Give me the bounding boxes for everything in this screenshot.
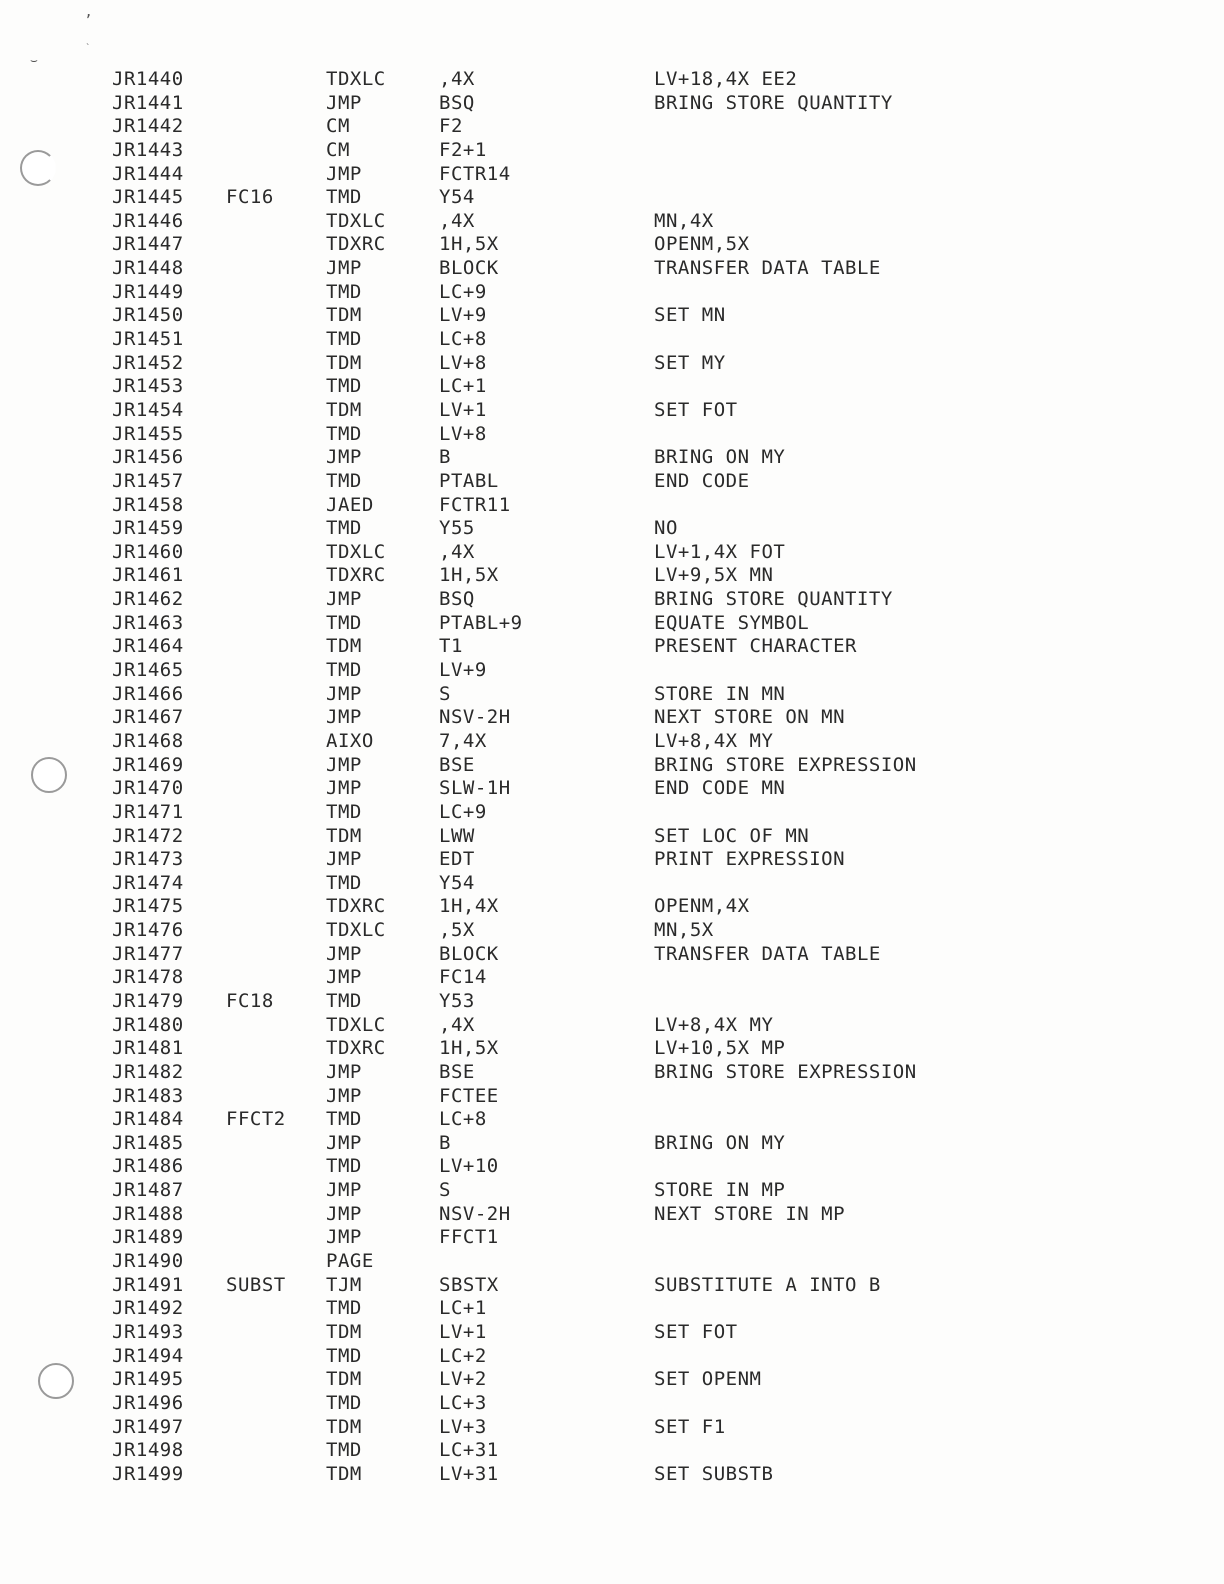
operand-field: LV+9 <box>439 304 487 327</box>
label-field: FC18 <box>226 989 274 1012</box>
listing-line <box>112 186 1112 210</box>
operand-field: LV+10 <box>439 1155 499 1178</box>
listing-line <box>112 1226 1112 1250</box>
comment-field: SUBSTITUTE A INTO B <box>654 1273 881 1296</box>
opcode-field: TMD <box>326 1439 362 1462</box>
listing-line <box>112 1155 1112 1179</box>
sequence-number: JR1467 <box>112 706 184 729</box>
sequence-number: JR1485 <box>112 1131 184 1154</box>
listing-line <box>112 423 1112 447</box>
opcode-field: JMP <box>326 942 362 965</box>
opcode-field: TMD <box>326 375 362 398</box>
operand-field: LC+2 <box>439 1344 487 1367</box>
opcode-field: TDM <box>326 1320 362 1343</box>
sequence-number: JR1461 <box>112 564 184 587</box>
operand-field: LC+1 <box>439 1297 487 1320</box>
operand-field: LC+1 <box>439 375 487 398</box>
listing-line <box>112 328 1112 352</box>
comment-field: TRANSFER DATA TABLE <box>654 942 881 965</box>
listing-line <box>112 1274 1112 1298</box>
sequence-number: JR1490 <box>112 1250 184 1273</box>
operand-field: LV+1 <box>439 398 487 421</box>
opcode-field: JMP <box>326 257 362 280</box>
operand-field: Y53 <box>439 989 475 1012</box>
opcode-field: JMP <box>326 848 362 871</box>
listing-line <box>112 1439 1112 1463</box>
sequence-number: JR1483 <box>112 1084 184 1107</box>
operand-field: B <box>439 446 451 469</box>
comment-field: NO <box>654 517 678 540</box>
sequence-number: JR1476 <box>112 919 184 942</box>
comment-field: SET FOT <box>654 1320 738 1343</box>
opcode-field: CM <box>326 115 350 138</box>
operand-field: S <box>439 1179 451 1202</box>
operand-field: LC+3 <box>439 1391 487 1414</box>
sequence-number: JR1492 <box>112 1297 184 1320</box>
opcode-field: TMD <box>326 280 362 303</box>
operand-field: LV+2 <box>439 1368 487 1391</box>
operand-field: B <box>439 1131 451 1154</box>
operand-field: BSE <box>439 753 475 776</box>
sequence-number: JR1457 <box>112 469 184 492</box>
sequence-number: JR1484 <box>112 1108 184 1131</box>
sequence-number: JR1473 <box>112 848 184 871</box>
listing-line <box>112 1203 1112 1227</box>
sequence-number: JR1481 <box>112 1037 184 1060</box>
opcode-field: CM <box>326 138 350 161</box>
sequence-number: JR1453 <box>112 375 184 398</box>
opcode-field: JMP <box>326 682 362 705</box>
operand-field: PTABL+9 <box>439 611 523 634</box>
opcode-field: TMD <box>326 1108 362 1131</box>
listing-line <box>112 1179 1112 1203</box>
sequence-number: JR1491 <box>112 1273 184 1296</box>
opcode-field: TJM <box>326 1273 362 1296</box>
opcode-field: TDM <box>326 635 362 658</box>
opcode-field: TDM <box>326 1368 362 1391</box>
opcode-field: TDXLC <box>326 919 386 942</box>
listing-line <box>112 1108 1112 1132</box>
opcode-field: TDM <box>326 398 362 421</box>
comment-field: BRING STORE QUANTITY <box>654 588 893 611</box>
operand-field: LV+8 <box>439 422 487 445</box>
operand-field: 1H,5X <box>439 1037 499 1060</box>
comment-field: END CODE MN <box>654 777 786 800</box>
sequence-number: JR1489 <box>112 1226 184 1249</box>
listing-line <box>112 1014 1112 1038</box>
operand-field: 1H,4X <box>439 895 499 918</box>
operand-field: NSV-2H <box>439 706 511 729</box>
opcode-field: JMP <box>326 1226 362 1249</box>
comment-field: MN,4X <box>654 209 714 232</box>
sequence-number: JR1480 <box>112 1013 184 1036</box>
opcode-field: TMD <box>326 659 362 682</box>
sequence-number: JR1463 <box>112 611 184 634</box>
opcode-field: JMP <box>326 1179 362 1202</box>
operand-field: LC+8 <box>439 1108 487 1131</box>
listing-line <box>112 872 1112 896</box>
listing-line <box>112 281 1112 305</box>
operand-field: Y55 <box>439 517 475 540</box>
comment-field: PRINT EXPRESSION <box>654 848 846 871</box>
sequence-number: JR1486 <box>112 1155 184 1178</box>
operand-field: ,5X <box>439 919 475 942</box>
label-field: FFCT2 <box>226 1108 286 1131</box>
opcode-field: TDM <box>326 304 362 327</box>
sequence-number: JR1462 <box>112 588 184 611</box>
comment-field: OPENM,4X <box>654 895 750 918</box>
listing-line <box>112 635 1112 659</box>
comment-field: BRING ON MY <box>654 1131 786 1154</box>
sequence-number: JR1464 <box>112 635 184 658</box>
listing-line <box>112 68 1112 92</box>
sequence-number: JR1456 <box>112 446 184 469</box>
operand-field: LC+9 <box>439 280 487 303</box>
sequence-number: JR1468 <box>112 729 184 752</box>
sequence-number: JR1459 <box>112 517 184 540</box>
operand-field: FFCT1 <box>439 1226 499 1249</box>
listing-line <box>112 210 1112 234</box>
operand-field: 1H,5X <box>439 564 499 587</box>
comment-field: NEXT STORE IN MP <box>654 1202 846 1225</box>
listing-line <box>112 446 1112 470</box>
operand-field: 1H,5X <box>439 233 499 256</box>
opcode-field: JMP <box>326 753 362 776</box>
listing-line <box>112 92 1112 116</box>
punch-hole-middle <box>31 757 67 793</box>
opcode-field: TDXRC <box>326 895 386 918</box>
label-field: FC16 <box>226 186 274 209</box>
sequence-number: JR1451 <box>112 328 184 351</box>
sequence-number: JR1472 <box>112 824 184 847</box>
listing-line <box>112 919 1112 943</box>
operand-field: BSQ <box>439 588 475 611</box>
operand-field: LC+8 <box>439 328 487 351</box>
opcode-field: TMD <box>326 328 362 351</box>
comment-field: SET MY <box>654 351 726 374</box>
sequence-number: JR1452 <box>112 351 184 374</box>
operand-field: ,4X <box>439 1013 475 1036</box>
comment-field: BRING ON MY <box>654 446 786 469</box>
sequence-number: JR1443 <box>112 138 184 161</box>
operand-field: ,4X <box>439 209 475 232</box>
opcode-field: JMP <box>326 1060 362 1083</box>
opcode-field: JMP <box>326 588 362 611</box>
opcode-field: TDM <box>326 1462 362 1485</box>
sequence-number: JR1471 <box>112 800 184 823</box>
opcode-field: TDM <box>326 824 362 847</box>
comment-field: BRING STORE QUANTITY <box>654 91 893 114</box>
sequence-number: JR1488 <box>112 1202 184 1225</box>
operand-field: BLOCK <box>439 942 499 965</box>
sequence-number: JR1458 <box>112 493 184 516</box>
listing-line <box>112 163 1112 187</box>
comment-field: LV+8,4X MY <box>654 1013 774 1036</box>
opcode-field: TMD <box>326 186 362 209</box>
operand-field: F2+1 <box>439 138 487 161</box>
operand-field: BLOCK <box>439 257 499 280</box>
operand-field: LV+9 <box>439 659 487 682</box>
listing-line <box>112 777 1112 801</box>
comment-field: MN,5X <box>654 919 714 942</box>
listing-line <box>112 1345 1112 1369</box>
comment-field: BRING STORE EXPRESSION <box>654 1060 917 1083</box>
opcode-field: TMD <box>326 611 362 634</box>
opcode-field: JMP <box>326 706 362 729</box>
listing-line <box>112 754 1112 778</box>
comment-field: LV+1,4X FOT <box>654 540 786 563</box>
comment-field: NEXT STORE ON MN <box>654 706 846 729</box>
speck-mark: ’ <box>84 13 93 29</box>
comment-field: LV+10,5X MP <box>654 1037 786 1060</box>
opcode-field: TMD <box>326 469 362 492</box>
speck-mark: ⌣ <box>30 53 38 67</box>
sequence-number: JR1493 <box>112 1320 184 1343</box>
operand-field: Y54 <box>439 186 475 209</box>
operand-field: Y54 <box>439 871 475 894</box>
operand-field: FC14 <box>439 966 487 989</box>
sequence-number: JR1446 <box>112 209 184 232</box>
comment-field: TRANSFER DATA TABLE <box>654 257 881 280</box>
listing-line <box>112 1085 1112 1109</box>
operand-field: ,4X <box>439 68 475 90</box>
comment-field: BRING STORE EXPRESSION <box>654 753 917 776</box>
sequence-number: JR1454 <box>112 398 184 421</box>
comment-field: STORE IN MN <box>654 682 786 705</box>
operand-field: FCTEE <box>439 1084 499 1107</box>
listing-line <box>112 730 1112 754</box>
operand-field: LC+31 <box>439 1439 499 1462</box>
listing-line <box>112 990 1112 1014</box>
sequence-number: JR1494 <box>112 1344 184 1367</box>
sequence-number: JR1449 <box>112 280 184 303</box>
opcode-field: JAED <box>326 493 374 516</box>
sequence-number: JR1477 <box>112 942 184 965</box>
operand-field: LV+1 <box>439 1320 487 1343</box>
listing-line <box>112 1132 1112 1156</box>
listing-line <box>112 564 1112 588</box>
opcode-field: TMD <box>326 1391 362 1414</box>
listing-line <box>112 1297 1112 1321</box>
listing-line <box>112 375 1112 399</box>
operand-field: S <box>439 682 451 705</box>
sequence-number: JR1497 <box>112 1415 184 1438</box>
opcode-field: TDM <box>326 351 362 374</box>
sequence-number: JR1441 <box>112 91 184 114</box>
sequence-number: JR1450 <box>112 304 184 327</box>
label-field: SUBST <box>226 1273 286 1296</box>
listing-line <box>112 1321 1112 1345</box>
listing-line <box>112 1250 1112 1274</box>
operand-field: LV+31 <box>439 1462 499 1485</box>
listing-line <box>112 1416 1112 1440</box>
listing-line <box>112 825 1112 849</box>
listing-line <box>112 541 1112 565</box>
sequence-number: JR1447 <box>112 233 184 256</box>
listing-line <box>112 659 1112 683</box>
opcode-field: JMP <box>326 1084 362 1107</box>
comment-field: LV+18,4X EE2 <box>654 68 798 90</box>
listing-line <box>112 139 1112 163</box>
listing-line <box>112 257 1112 281</box>
opcode-field: JMP <box>326 162 362 185</box>
sequence-number: JR1499 <box>112 1462 184 1485</box>
sequence-number: JR1470 <box>112 777 184 800</box>
operand-field: F2 <box>439 115 463 138</box>
operand-field: ,4X <box>439 540 475 563</box>
sequence-number: JR1445 <box>112 186 184 209</box>
listing-line <box>112 943 1112 967</box>
operand-field: T1 <box>439 635 463 658</box>
comment-field: SET OPENM <box>654 1368 762 1391</box>
operand-field: SBSTX <box>439 1273 499 1296</box>
listing-line <box>112 895 1112 919</box>
sequence-number: JR1466 <box>112 682 184 705</box>
listing-line <box>112 470 1112 494</box>
opcode-field: TMD <box>326 800 362 823</box>
listing-line <box>112 1368 1112 1392</box>
listing-line <box>112 1392 1112 1416</box>
comment-field: EQUATE SYMBOL <box>654 611 810 634</box>
opcode-field: TMD <box>326 517 362 540</box>
operand-field: SLW-1H <box>439 777 511 800</box>
opcode-field: AIXO <box>326 729 374 752</box>
opcode-field: TMD <box>326 1344 362 1367</box>
operand-field: LC+9 <box>439 800 487 823</box>
listing-line <box>112 683 1112 707</box>
listing-line <box>112 1061 1112 1085</box>
opcode-field: TMD <box>326 1155 362 1178</box>
opcode-field: TDXLC <box>326 68 386 90</box>
operand-field: BSE <box>439 1060 475 1083</box>
comment-field: SET MN <box>654 304 726 327</box>
opcode-field: TDXRC <box>326 564 386 587</box>
listing-line <box>112 494 1112 518</box>
sequence-number: JR1465 <box>112 659 184 682</box>
sequence-number: JR1496 <box>112 1391 184 1414</box>
operand-field: PTABL <box>439 469 499 492</box>
speck-mark: ˋ <box>86 43 90 54</box>
opcode-field: TMD <box>326 422 362 445</box>
opcode-field: PAGE <box>326 1250 374 1273</box>
listing-line <box>112 115 1112 139</box>
sequence-number: JR1455 <box>112 422 184 445</box>
opcode-field: JMP <box>326 1131 362 1154</box>
comment-field: PRESENT CHARACTER <box>654 635 857 658</box>
opcode-field: TDXRC <box>326 1037 386 1060</box>
sequence-number: JR1498 <box>112 1439 184 1462</box>
listing-line <box>112 801 1112 825</box>
listing-line <box>112 706 1112 730</box>
sequence-number: JR1495 <box>112 1368 184 1391</box>
sequence-number: JR1487 <box>112 1179 184 1202</box>
operand-field: LV+3 <box>439 1415 487 1438</box>
listing-line <box>112 517 1112 541</box>
comment-field: SET FOT <box>654 398 738 421</box>
sequence-number: JR1474 <box>112 871 184 894</box>
opcode-field: JMP <box>326 777 362 800</box>
opcode-field: JMP <box>326 1202 362 1225</box>
listing-line <box>112 848 1112 872</box>
comment-field: END CODE <box>654 469 750 492</box>
operand-field: FCTR14 <box>439 162 511 185</box>
comment-field: LV+8,4X MY <box>654 729 774 752</box>
listing-line <box>112 588 1112 612</box>
operand-field: 7,4X <box>439 729 487 752</box>
comment-field: SET LOC OF MN <box>654 824 810 847</box>
sequence-number: JR1442 <box>112 115 184 138</box>
comment-field: LV+9,5X MN <box>654 564 774 587</box>
sequence-number: JR1440 <box>112 68 184 90</box>
listing-line <box>112 352 1112 376</box>
opcode-field: TMD <box>326 989 362 1012</box>
operand-field: NSV-2H <box>439 1202 511 1225</box>
operand-field: LV+8 <box>439 351 487 374</box>
sequence-number: JR1448 <box>112 257 184 280</box>
comment-field: SET SUBSTB <box>654 1462 774 1485</box>
opcode-field: JMP <box>326 91 362 114</box>
listing-line <box>112 304 1112 328</box>
listing-line <box>112 966 1112 990</box>
comment-field: SET F1 <box>654 1415 726 1438</box>
opcode-field: TDXLC <box>326 540 386 563</box>
sequence-number: JR1460 <box>112 540 184 563</box>
sequence-number: JR1478 <box>112 966 184 989</box>
sequence-number: JR1482 <box>112 1060 184 1083</box>
comment-field: OPENM,5X <box>654 233 750 256</box>
sequence-number: JR1444 <box>112 162 184 185</box>
operand-field: LWW <box>439 824 475 847</box>
opcode-field: JMP <box>326 966 362 989</box>
listing-line <box>112 1463 1112 1487</box>
operand-field: EDT <box>439 848 475 871</box>
opcode-field: TMD <box>326 1297 362 1320</box>
sequence-number: JR1479 <box>112 989 184 1012</box>
opcode-field: TDXLC <box>326 209 386 232</box>
punch-hole-top <box>20 150 56 186</box>
opcode-field: TDXLC <box>326 1013 386 1036</box>
listing-line <box>112 233 1112 257</box>
punch-hole-bottom <box>38 1363 74 1399</box>
listing-line <box>112 399 1112 423</box>
comment-field: STORE IN MP <box>654 1179 786 1202</box>
operand-field: FCTR11 <box>439 493 511 516</box>
opcode-field: TDXRC <box>326 233 386 256</box>
listing-line <box>112 1037 1112 1061</box>
sequence-number: JR1469 <box>112 753 184 776</box>
sequence-number: JR1475 <box>112 895 184 918</box>
code-listing <box>112 68 1112 1486</box>
opcode-field: JMP <box>326 446 362 469</box>
listing-line <box>112 612 1112 636</box>
operand-field: BSQ <box>439 91 475 114</box>
opcode-field: TDM <box>326 1415 362 1438</box>
opcode-field: TMD <box>326 871 362 894</box>
